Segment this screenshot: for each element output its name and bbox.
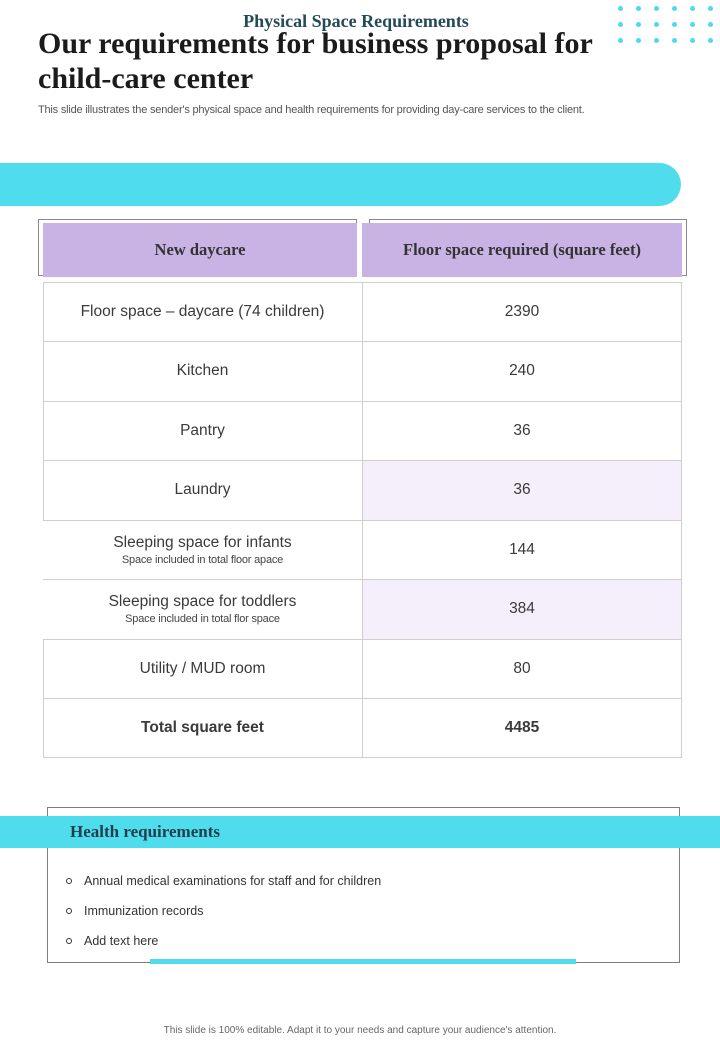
row-value-cell [362, 579, 682, 639]
circle-bullet-icon [66, 938, 72, 944]
health-requirements-heading: Health requirements [70, 822, 220, 841]
row-value-cell [362, 401, 682, 461]
column-divider [362, 282, 363, 758]
list-item-text: Add text here [84, 934, 159, 948]
table-border-right [681, 282, 682, 758]
row-item-cell [43, 520, 362, 580]
page-title: Our requirements for business proposal for child-care center [38, 27, 593, 95]
row-item-cell [43, 401, 362, 461]
row-value: 80 [513, 660, 531, 677]
requirements-table [43, 282, 682, 758]
row-item-cell [43, 460, 362, 520]
health-requirements-list [66, 866, 381, 956]
total-value: 4485 [504, 719, 540, 736]
row-item-cell [43, 341, 362, 401]
row-value-cell [362, 460, 682, 520]
row-value-cell [362, 341, 682, 401]
accent-underline [150, 959, 576, 964]
row-value: 240 [509, 362, 535, 379]
row-item-label: Sleeping space for infants [113, 534, 292, 551]
page-subtitle: This slide illustrates the sender's physical space and health requirements for providing day-care services to the client. [38, 104, 585, 116]
total-value-cell [362, 698, 682, 758]
row-value-cell [362, 282, 682, 342]
row-value: 384 [509, 600, 535, 617]
footer-note: This slide is 100% editable. Adapt it to your needs and capture your audience's attention. [163, 1025, 557, 1036]
total-label: Total square feet [141, 719, 264, 736]
row-item-note: Space included in total floor apace [121, 554, 284, 566]
circle-bullet-icon [66, 878, 72, 884]
total-label-cell [43, 698, 362, 758]
row-value: 144 [509, 541, 535, 558]
list-item-text: Immunization records [84, 904, 204, 918]
row-value: 36 [513, 422, 531, 439]
list-item-text: Annual medical examinations for staff and for children [84, 874, 382, 888]
row-item-cell [43, 639, 362, 699]
row-value: 36 [513, 481, 531, 498]
row-value-cell [362, 520, 682, 580]
row-value: 2390 [504, 303, 540, 320]
row-item-label: Floor space – daycare (74 children) [80, 303, 325, 320]
column-header-floor-space: Floor space required (square feet) [362, 223, 682, 277]
list-item [66, 866, 381, 896]
row-value-cell [362, 639, 682, 699]
row-item-cell [43, 282, 362, 342]
table-border-left [43, 282, 44, 520]
list-item [66, 896, 381, 926]
row-item-label: Sleeping space for toddlers [108, 593, 297, 610]
row-item-label: Kitchen [176, 362, 229, 379]
row-item-note: Space included in total flor space [125, 613, 280, 625]
table-border-left [43, 639, 44, 758]
row-item-label: Utility / MUD room [139, 660, 266, 677]
physical-space-heading: Physical Space Requirements [243, 11, 469, 31]
circle-bullet-icon [66, 908, 72, 914]
column-header-new-daycare: New daycare [43, 223, 357, 277]
row-item-label: Laundry [174, 481, 231, 498]
list-item [66, 926, 381, 956]
physical-space-banner [0, 163, 681, 206]
row-item-cell [43, 579, 362, 639]
row-item-label: Pantry [180, 422, 225, 439]
